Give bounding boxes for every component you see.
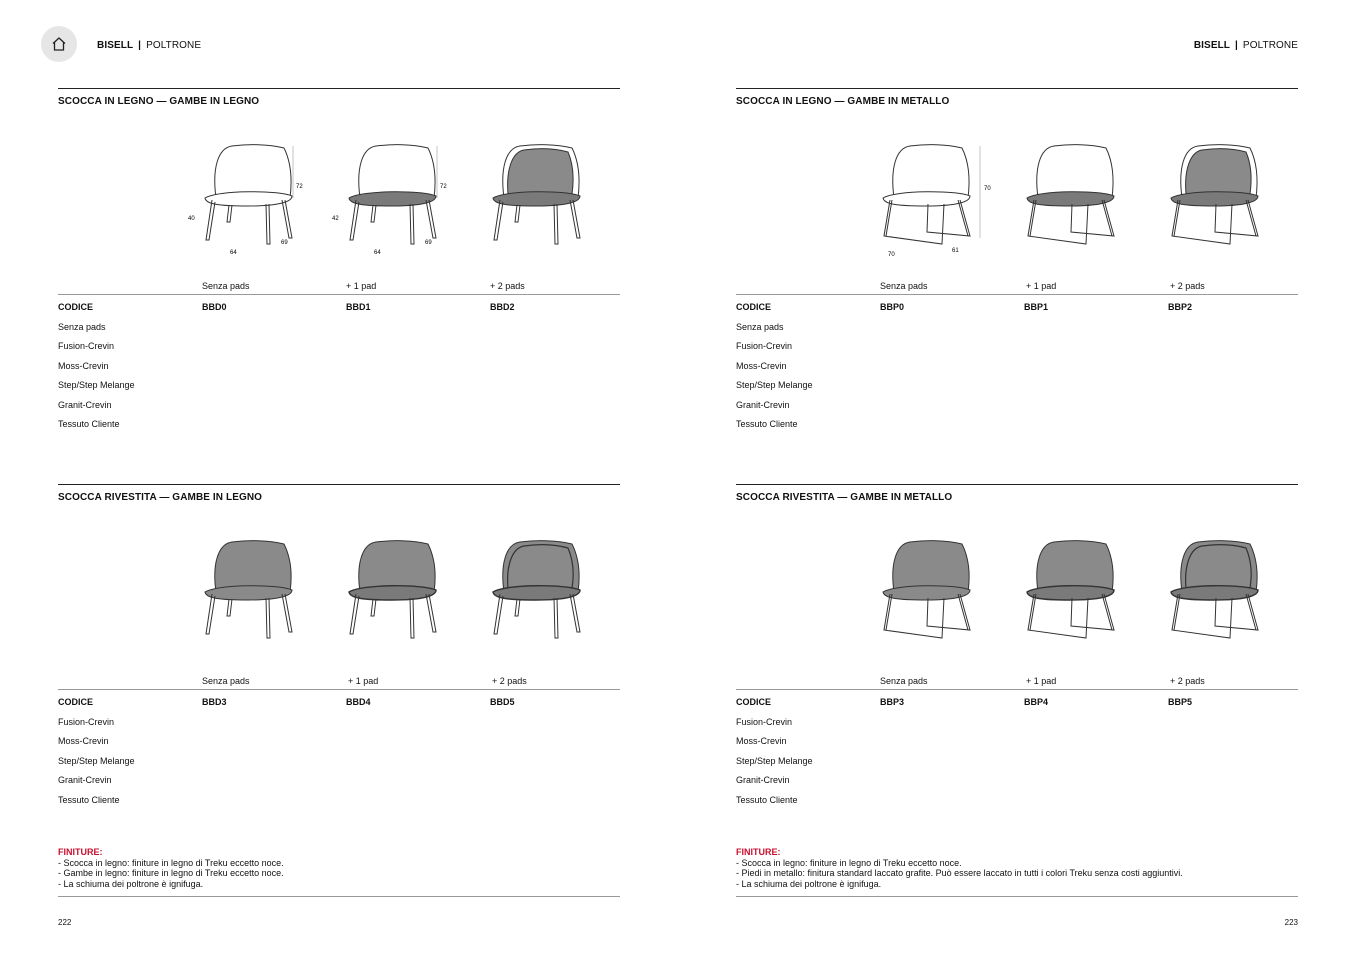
variant-label: Senza pads bbox=[880, 676, 928, 686]
fabric-item: Granit-Crevin bbox=[736, 399, 790, 410]
brand-name: BISELL bbox=[97, 40, 134, 51]
variant-label: Senza pads bbox=[202, 676, 250, 686]
section-upholstered-shell-wood-legs bbox=[58, 484, 620, 814]
chair-drawing-two-pads bbox=[476, 138, 606, 258]
chair-drawings bbox=[736, 536, 1298, 646]
section-rule bbox=[736, 88, 1298, 89]
section-rule bbox=[736, 484, 1298, 485]
category-name: POLTRONE bbox=[1242, 40, 1298, 51]
product-code: BBP0 bbox=[880, 302, 905, 312]
variant-label: + 2 pads bbox=[490, 281, 525, 291]
fabric-list bbox=[58, 322, 135, 438]
section-wood-shell-metal-legs bbox=[736, 88, 1298, 438]
product-code: BBP1 bbox=[1024, 302, 1049, 312]
variant-label: Senza pads bbox=[880, 281, 928, 291]
codice-label: CODICE bbox=[58, 302, 94, 312]
chair-drawing-two-pads bbox=[1154, 536, 1284, 646]
page-number-left: 222 bbox=[58, 918, 72, 927]
header-separator: | bbox=[138, 40, 142, 51]
chair-drawing-senza-pads bbox=[188, 536, 318, 646]
chair-drawing-two-pads bbox=[476, 536, 606, 646]
variant-header bbox=[58, 676, 620, 690]
chair-drawing-one-pad bbox=[332, 138, 462, 258]
dim-label: 70 bbox=[888, 252, 895, 258]
codice-label: CODICE bbox=[736, 302, 772, 312]
finiture-line: - Scocca in legno: finiture in legno di Treku eccetto noce. bbox=[58, 857, 284, 868]
chair-drawing-senza-pads bbox=[866, 138, 996, 258]
codice-label: CODICE bbox=[58, 697, 94, 707]
fabric-item: Granit-Crevin bbox=[58, 775, 112, 786]
fabric-item: Step/Step Melange bbox=[58, 380, 135, 391]
variant-header bbox=[736, 676, 1298, 690]
home-icon bbox=[51, 36, 67, 52]
section-title: SCOCCA RIVESTITA — GAMBE IN LEGNO bbox=[58, 492, 263, 503]
section-wood-shell-wood-legs bbox=[58, 88, 620, 438]
chair-drawing-one-pad bbox=[332, 536, 462, 646]
dim-label: 70 bbox=[984, 186, 991, 192]
codice-label: CODICE bbox=[736, 697, 772, 707]
dim-label: 72 bbox=[440, 184, 447, 190]
brand-name: BISELL bbox=[1193, 40, 1231, 51]
chair-drawing-one-pad bbox=[1010, 536, 1140, 646]
product-code: BBP5 bbox=[1168, 697, 1193, 707]
category-name: POLTRONE bbox=[146, 40, 202, 51]
variant-label: + 2 pads bbox=[492, 676, 527, 686]
product-code: BBP3 bbox=[880, 697, 905, 707]
variant-label: + 1 pad bbox=[1026, 676, 1057, 686]
variant-label: + 1 pad bbox=[346, 281, 377, 291]
dim-label: 69 bbox=[281, 240, 288, 246]
dim-label: 64 bbox=[374, 250, 381, 256]
variant-header bbox=[736, 281, 1298, 295]
variant-label: + 2 pads bbox=[1170, 676, 1205, 686]
chair-drawings bbox=[58, 536, 620, 646]
fabric-item: Moss-Crevin bbox=[736, 360, 787, 371]
variant-label: + 1 pad bbox=[348, 676, 379, 686]
product-code: BBD3 bbox=[202, 697, 227, 707]
product-code: BBP2 bbox=[1168, 302, 1193, 312]
footer-rule bbox=[58, 896, 620, 897]
fabric-item: Granit-Crevin bbox=[736, 775, 790, 786]
section-title: SCOCCA RIVESTITA — GAMBE IN METALLO bbox=[736, 492, 953, 503]
fabric-item: Step/Step Melange bbox=[736, 380, 813, 391]
dim-label: 40 bbox=[188, 216, 195, 222]
fabric-item: Fusion-Crevin bbox=[736, 341, 793, 352]
dim-label: 61 bbox=[952, 248, 959, 254]
fabric-item: Fusion-Crevin bbox=[58, 717, 115, 727]
fabric-list bbox=[736, 322, 813, 438]
variant-label: + 1 pad bbox=[1026, 281, 1057, 291]
fabric-list bbox=[58, 717, 135, 814]
dim-label: 64 bbox=[230, 250, 237, 256]
dim-label: 72 bbox=[296, 184, 303, 190]
finiture-notes-left bbox=[58, 847, 620, 897]
fabric-item: Moss-Crevin bbox=[58, 360, 109, 371]
fabric-item: Fusion-Crevin bbox=[736, 717, 793, 727]
chair-drawings bbox=[58, 138, 620, 258]
page-number-right: 223 bbox=[1284, 918, 1298, 927]
section-upholstered-shell-metal-legs bbox=[736, 484, 1298, 814]
variant-label: + 2 pads bbox=[1170, 281, 1205, 291]
product-code: BBP4 bbox=[1024, 697, 1049, 707]
chair-drawing-senza-pads bbox=[866, 536, 996, 646]
chair-drawings bbox=[736, 138, 1298, 258]
fabric-item: Tessuto Cliente bbox=[736, 418, 798, 429]
section-title: SCOCCA IN LEGNO — GAMBE IN LEGNO bbox=[58, 96, 260, 107]
page-header-left bbox=[97, 40, 201, 51]
finiture-title: FINITURE: bbox=[58, 847, 103, 857]
fabric-item: Senza pads bbox=[736, 322, 784, 332]
variant-header bbox=[58, 281, 620, 295]
section-title: SCOCCA IN LEGNO — GAMBE IN METALLO bbox=[736, 96, 950, 107]
fabric-list bbox=[736, 717, 813, 814]
fabric-item: Fusion-Crevin bbox=[58, 341, 115, 352]
finiture-line: - Gambe in legno: finiture in legno di Treku eccetto noce. bbox=[58, 868, 284, 879]
product-code: BBD2 bbox=[490, 302, 515, 312]
chair-drawing-one-pad bbox=[1010, 138, 1140, 258]
fabric-item: Senza pads bbox=[58, 322, 106, 332]
dim-label: 42 bbox=[332, 216, 339, 222]
footer-rule bbox=[736, 896, 1298, 897]
chair-drawing-two-pads bbox=[1154, 138, 1284, 258]
fabric-item: Tessuto Cliente bbox=[58, 794, 120, 805]
finiture-title: FINITURE: bbox=[736, 847, 781, 857]
product-code: BBD4 bbox=[346, 697, 371, 707]
fabric-item: Granit-Crevin bbox=[58, 399, 112, 410]
fabric-item: Tessuto Cliente bbox=[736, 794, 798, 805]
variant-label: Senza pads bbox=[202, 281, 250, 291]
product-code: BBD5 bbox=[490, 697, 515, 707]
dim-label: 69 bbox=[425, 240, 432, 246]
fabric-item: Tessuto Cliente bbox=[58, 418, 120, 429]
fabric-item: Moss-Crevin bbox=[58, 736, 109, 747]
product-code: BBD0 bbox=[202, 302, 227, 312]
fabric-item: Moss-Crevin bbox=[736, 736, 787, 747]
fabric-item: Step/Step Melange bbox=[736, 755, 813, 766]
section-rule bbox=[58, 484, 620, 485]
product-code: BBD1 bbox=[346, 302, 371, 312]
finiture-line: - Piedi in metallo: finitura standard laccato grafite. Può essere laccato in tutti i colori Treku senza costi aggiuntivi. bbox=[736, 868, 1183, 879]
section-rule bbox=[58, 88, 620, 89]
fabric-item: Step/Step Melange bbox=[58, 755, 135, 766]
finiture-line: - Scocca in legno: finiture in legno di Treku eccetto noce. bbox=[736, 857, 962, 868]
page-header-right bbox=[1194, 40, 1298, 51]
finiture-line: - La schiuma dei poltrone è ignifuga. bbox=[736, 879, 882, 890]
header-separator: | bbox=[1235, 40, 1238, 51]
home-button[interactable] bbox=[41, 26, 77, 62]
finiture-notes-right bbox=[736, 847, 1298, 897]
finiture-line: - La schiuma dei poltrone è ignifuga. bbox=[58, 879, 204, 890]
chair-drawing-senza-pads bbox=[188, 138, 318, 258]
